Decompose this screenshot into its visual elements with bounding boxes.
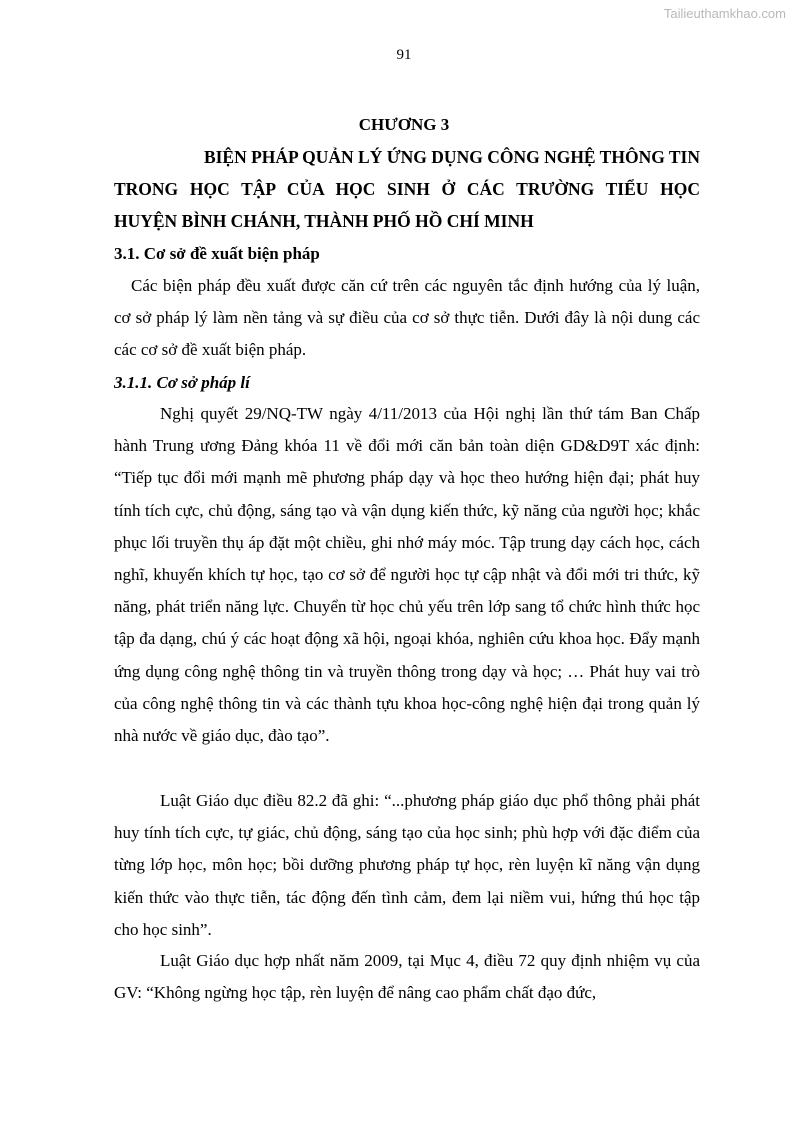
body-paragraph-resolution-29: Nghị quyết 29/NQ-TW ngày 4/11/2013 của Hội nghị lần thứ tám Ban Chấp hành Trung ương Đảng khóa 11 về đổi mới căn bản toàn diện GD&D9T xác định: “Tiếp tục đổi mới mạnh mẽ phương pháp dạy và học theo hướng hiện đại; phát huy tính tích cực, chủ động, sáng tạo và vận dụng kiến thức, kỹ năng của người học; khắc phục lối truyền thụ áp đặt một chiều, ghi nhớ máy móc. Tập trung dạy cách học, cách nghĩ, khuyến khích tự học, tạo cơ sở để người học tự cập nhật và đổi mới tri thức, kỹ năng, phát triển năng lực. Chuyển từ học chủ yếu trên lớp sang tổ chức hình thức học tập đa dạng, chú ý các hoạt động xã hội, ngoại khóa, nghiên cứu khoa học. Đẩy mạnh ứng dụng công nghệ thông tin và truyền thông trong dạy và học; … Phát huy vai trò của công nghệ thông tin và các thành tựu khoa học-công nghệ hiện đại trong quản lý nhà nước về giáo dục, đào tạo”. (114, 404, 700, 746)
watermark: Tailieuthamkhao.com (663, 6, 786, 21)
chapter-title-line-2: TRONG HỌC TẬP CỦA HỌC SINH Ở CÁC TRƯỜNG TIỂU HỌC (114, 179, 700, 199)
subsection-heading: 3.1.1. Cơ sở pháp lí (114, 373, 250, 392)
body-paragraph-education-law: Luật Giáo dục điều 82.2 đã ghi: “...phương pháp giáo dục phổ thông phải phát huy tính tích cực, tự giác, chủ động, sáng tạo của học sinh; phù hợp với đặc điểm của từng lớp học, môn học; bồi dưỡng phương pháp tự học, rèn luyện kĩ năng vận dụng kiến thức vào thực tiễn, tác động đến tình cảm, đem lại niềm vui, hứng thú học tập cho học sinh”. (114, 791, 700, 939)
chapter-heading: CHƯƠNG 3 (358, 115, 450, 134)
section-heading: 3.1. Cơ sở đề xuất biện pháp (114, 244, 320, 263)
body-paragraph-consolidated-law: Luật Giáo dục hợp nhất năm 2009, tại Mục 4, điều 72 quy định nhiệm vụ của GV: “Không ngừng học tập, rèn luyện để nâng cao phẩm chất đạo đức, (114, 951, 700, 1003)
section-intro-paragraph: Các biện pháp đều xuất được căn cứ trên các nguyên tắc định hướng của lý luận, cơ sở pháp lý làm nền tảng và sự điều của cơ sở thực tiễn. Dưới đây là nội dung các các cơ sở đề xuất biện pháp. (114, 276, 700, 360)
chapter-title-line-3: HUYỆN BÌNH CHÁNH, THÀNH PHỐ HỒ CHÍ MINH (114, 211, 534, 231)
page-number: 91 (396, 47, 412, 63)
chapter-title-line-1: BIỆN PHÁP QUẢN LÝ ỨNG DỤNG CÔNG NGHỆ THÔNG TIN (203, 147, 700, 167)
